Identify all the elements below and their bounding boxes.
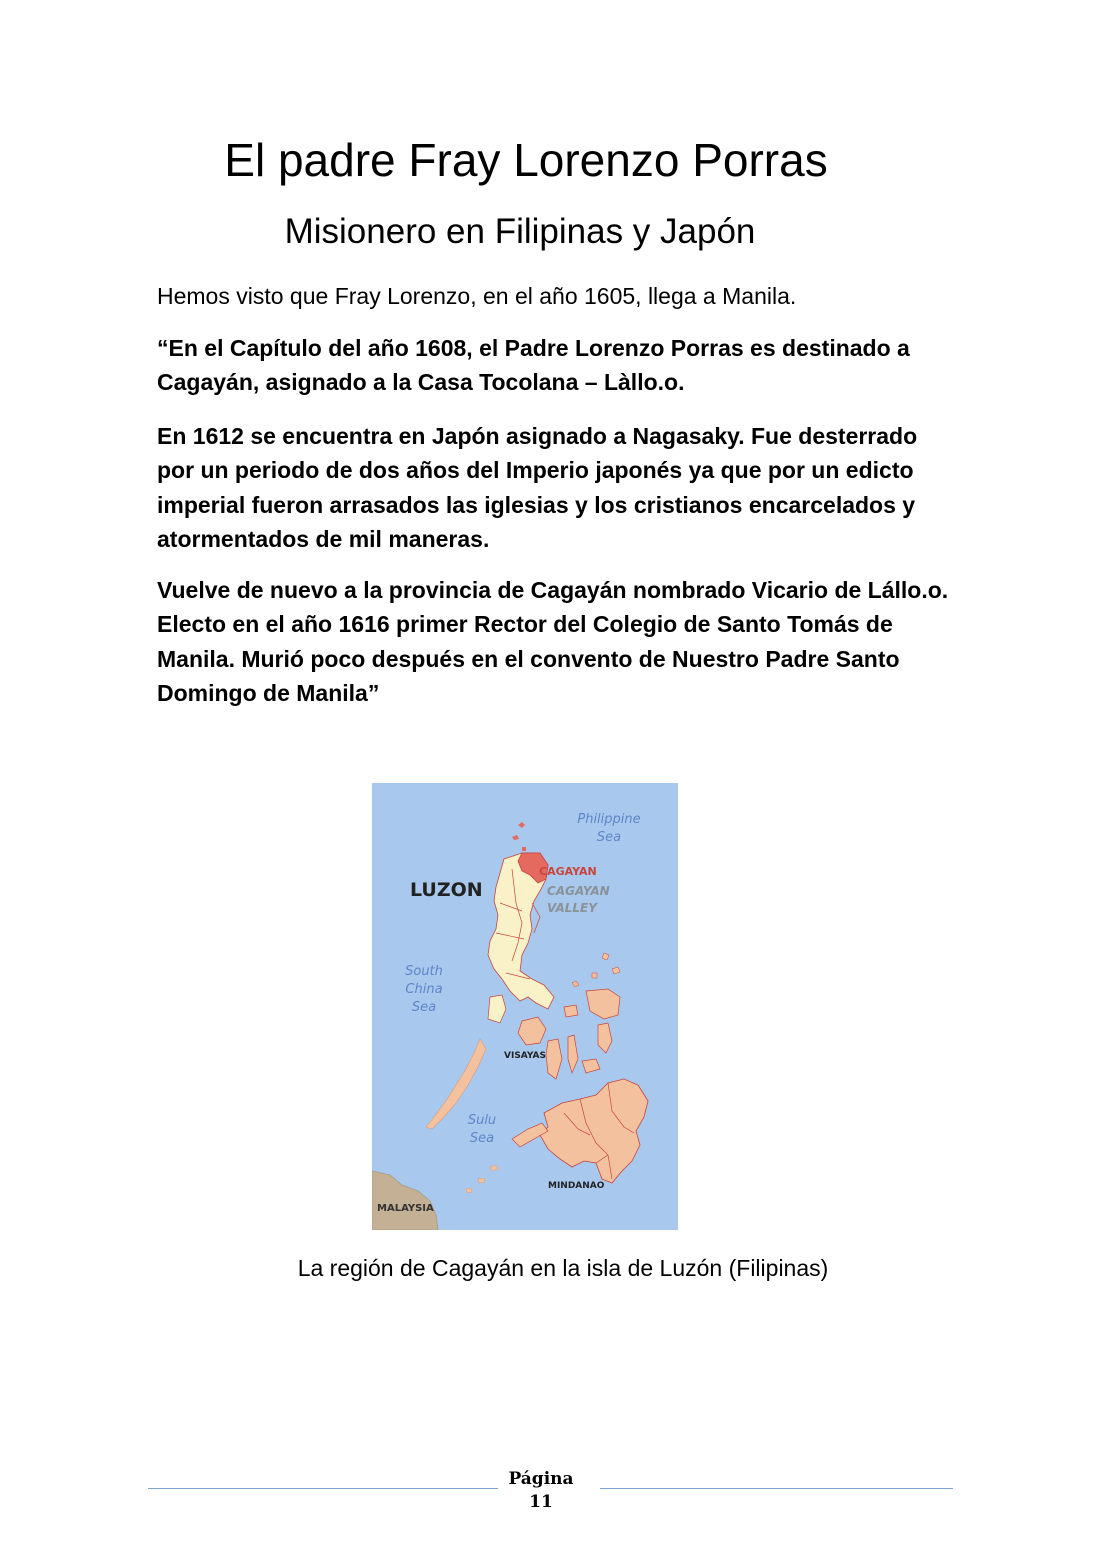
label-sulu-1: Sulu — [467, 1113, 497, 1128]
label-south-china-3: Sea — [411, 1000, 437, 1015]
page-subtitle: Misionero en Filipinas y Japón — [284, 212, 756, 251]
philippines-map — [372, 783, 678, 1230]
intro-paragraph: Hemos visto que Fray Lorenzo, en el año 1605, llega a Manila. — [157, 283, 797, 309]
label-mindanao: MINDANAO — [548, 1181, 605, 1191]
quote-paragraph-1: “En el Capítulo del año 1608, el Padre Lorenzo Porras es destinado a Cagayán, asignado a la Casa Tocolana – Làllo.o. — [157, 335, 910, 396]
label-malaysia: MALAYSIA — [377, 1203, 434, 1214]
label-cagayan-valley-2: VALLEY — [547, 901, 597, 915]
footer-rule-right — [600, 1488, 953, 1489]
page-title: El padre Fray Lorenzo Porras — [224, 134, 828, 186]
label-visayas: VISAYAS — [504, 1051, 547, 1061]
page-label: Página — [508, 1469, 574, 1489]
label-luzon: LUZON — [410, 879, 483, 901]
quote-paragraph-3: Vuelve de nuevo a la provincia de Cagayán nombrado Vicario de Lállo.o. Electo en el año 1616 primer Rector del Colegio de Santo Tomás de Manila. Murió poco después en el convento de Nuestro Padre Santo Domingo de Manila” — [157, 577, 949, 706]
footer-rule-left — [148, 1488, 498, 1489]
quote-paragraph-2: En 1612 se encuentra en Japón asignado a Nagasaky. Fue desterrado por un periodo de dos años del Imperio japonés ya que por un edicto imperial fueron arrasados las iglesias y los cristianos encarcelados y atormentados de mil maneras. — [157, 423, 918, 552]
page-number-value: 11 — [529, 1492, 553, 1512]
map-caption: La región de Cagayán en la isla de Luzón (Filipinas) — [297, 1255, 829, 1281]
label-sulu-2: Sea — [469, 1131, 495, 1146]
masbate-island — [564, 1005, 578, 1017]
label-cagayan: CAGAYAN — [539, 865, 597, 878]
label-south-china-1: South — [405, 964, 443, 979]
label-philippine-sea-1: Philippine — [577, 812, 641, 827]
page-number — [500, 1468, 582, 1514]
label-cagayan-valley-1: CAGAYAN — [547, 884, 610, 898]
label-philippine-sea-2: Sea — [596, 830, 622, 845]
label-south-china-2: China — [405, 982, 443, 997]
